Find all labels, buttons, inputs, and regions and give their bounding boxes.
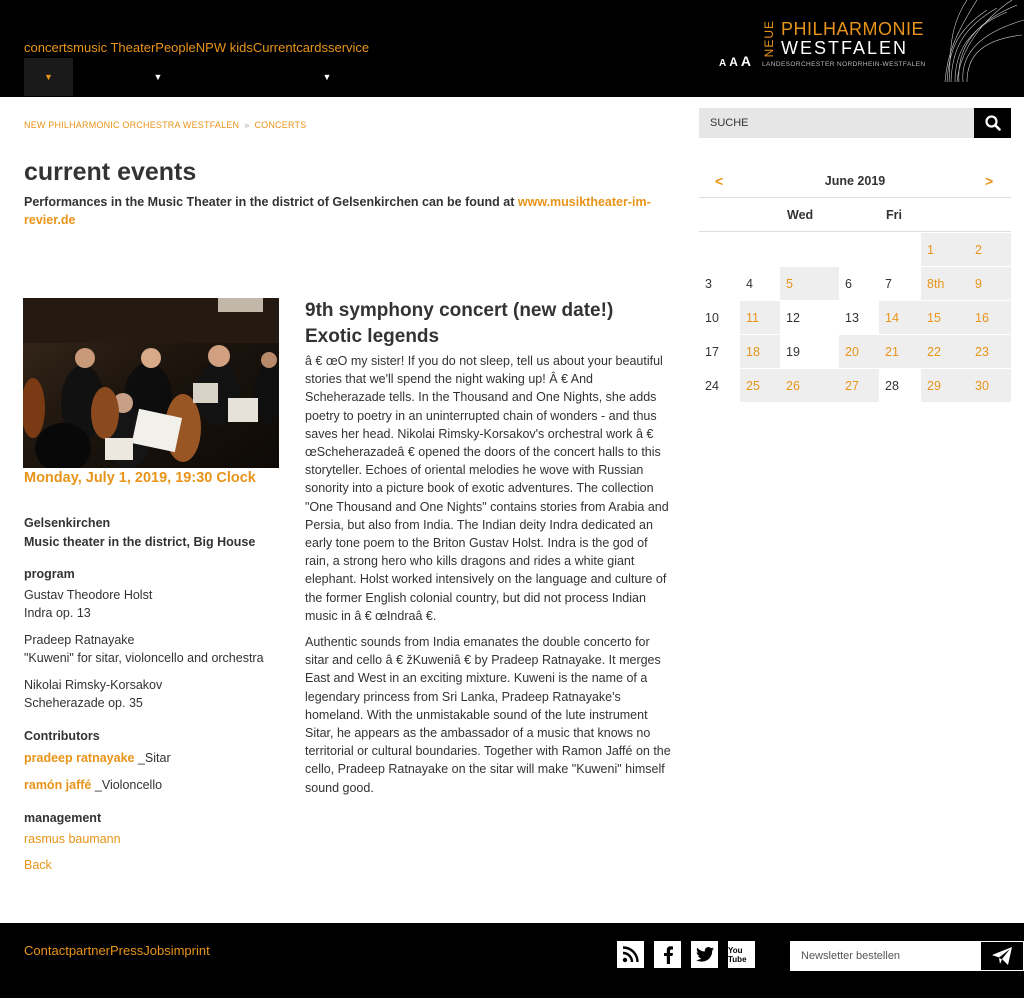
calendar-prev-button[interactable]: < [715, 173, 724, 189]
search-box [699, 108, 1011, 138]
dropdown-toggle-current[interactable] [317, 58, 337, 96]
nav-item-current[interactable]: Current [252, 40, 297, 55]
nav-item-concerts[interactable]: concerts [24, 40, 74, 55]
logo-philharmonie: PHILHARMONIE [781, 19, 925, 39]
program-work: "Kuweni" for sitar, violoncello and orchestra [24, 651, 264, 665]
newsletter-form [790, 941, 1024, 971]
page-intro [24, 193, 674, 229]
font-size-large-button[interactable]: A [740, 53, 752, 69]
program-composer: Nikolai Rimsky-Korsakov [24, 678, 163, 692]
search-input[interactable] [699, 108, 973, 138]
caret-down-icon: ▼ [322, 72, 332, 82]
calendar-day-event[interactable]: 29 [921, 369, 969, 403]
calendar-day: 4 [740, 267, 780, 301]
calendar-day-event[interactable]: 20 [839, 335, 879, 369]
event-city: Gelsenkirchen [24, 516, 111, 530]
calendar-day-event[interactable]: 9 [969, 267, 1011, 301]
program-work: Indra op. 13 [24, 606, 91, 620]
nav-item-service[interactable]: service [327, 40, 370, 55]
musiktheater-link[interactable]: www.musiktheater-im-revier.de [24, 195, 651, 227]
calendar-day: 17 [699, 335, 740, 369]
contributor-item [24, 778, 162, 792]
program-composer: Pradeep Ratnayake [24, 633, 135, 647]
twitter-icon[interactable] [691, 941, 718, 968]
calendar-day-event[interactable]: 15 [921, 301, 969, 335]
calendar-weekdays [699, 198, 1011, 232]
calendar-day-event[interactable]: 22 [921, 335, 969, 369]
calendar-day-event[interactable]: 27 [839, 369, 879, 403]
contributor-link[interactable]: ramón jaffé [24, 778, 92, 792]
back-link[interactable]: Back [24, 858, 52, 872]
nav-item-npw-kids[interactable]: NPW kids [195, 40, 253, 55]
facebook-icon[interactable] [654, 941, 681, 968]
logo-subtitle: LANDESORCHESTER NORDRHEIN-WESTFALEN [762, 61, 926, 68]
concert-photo [23, 298, 279, 468]
contributor-role: _Violoncello [94, 778, 163, 792]
calendar-day: 3 [699, 267, 740, 301]
site-header [0, 0, 1024, 97]
dropdown-toggle-concerts[interactable] [24, 58, 73, 96]
logo-neue: NEUE [762, 20, 776, 58]
youtube-icon[interactable] [728, 941, 755, 968]
newsletter-input[interactable] [790, 941, 980, 971]
calendar-day-event[interactable]: 2 [969, 233, 1011, 267]
contributors-heading: Contributors [24, 729, 100, 743]
breadcrumb-separator: » [244, 120, 250, 130]
calendar-header [699, 166, 1011, 198]
breadcrumb [24, 120, 306, 130]
calendar-day: 12 [780, 301, 839, 335]
calendar-day: 28 [879, 369, 921, 403]
calendar-day-event[interactable]: 5 [780, 267, 839, 301]
breadcrumb-concerts[interactable]: CONCERTS [254, 120, 307, 130]
nav-item-cards[interactable]: cards [296, 40, 328, 55]
event-venue [24, 514, 255, 552]
orchestra-photo-image [23, 298, 279, 468]
nav-item-music-theater[interactable]: music Theater [73, 40, 156, 55]
management-link[interactable]: rasmus baumann [24, 832, 121, 846]
calendar-month: June 2019 [824, 174, 886, 188]
intro-text: Performances in the Music Theater in the district of Gelsenkirchen can be found at [24, 195, 518, 209]
footer-link-partner[interactable]: partner [68, 943, 111, 958]
program-item [24, 676, 162, 712]
contributor-item [24, 751, 171, 765]
calendar-day-event[interactable]: 30 [969, 369, 1011, 403]
page-title: current events [24, 158, 197, 186]
breadcrumb-home[interactable]: NEW PHILHARMONIC ORCHESTRA WESTFALEN [24, 120, 240, 130]
youtube-label: You Tube [728, 945, 747, 964]
article-paragraph: Authentic sounds from India emanates the double concerto for sitar and cello â € žKuweniâ € by Pradeep Ratnayake. It merges East and West in an exciting mixture. Kuweni is the name of a legendary princess from Sri Lanka, Pradeep Ratnayake's homeland. With the unmistakable sound of the lute instrument Sitar, he appears as the ambassador of a music that knows no territorial or cultural boundaries. Together with Ramon Jaffé on the cello, Pradeep Ratnayake on the sitar will make "Kuweni" himself sound good. [305, 635, 671, 795]
program-item [24, 631, 264, 667]
management-heading: management [24, 811, 102, 825]
program-heading: program [24, 567, 75, 581]
caret-down-icon: ▼ [44, 72, 53, 82]
font-size-controls [719, 53, 751, 69]
site-footer [0, 923, 1024, 998]
calendar-day: 19 [780, 335, 839, 369]
calendar-day-event[interactable]: 16 [969, 301, 1011, 335]
calendar-day: 6 [839, 267, 879, 301]
contributor-link[interactable]: pradeep ratnayake [24, 751, 135, 765]
program-item [24, 586, 152, 622]
weekday-label: Fri [886, 208, 902, 222]
dropdown-toggle-people[interactable] [148, 58, 168, 96]
calendar-empty-cell [699, 233, 921, 267]
calendar-day-event[interactable]: 18 [740, 335, 780, 369]
font-size-medium-button[interactable]: A [729, 55, 738, 69]
contributor-role: _Sitar [137, 751, 171, 765]
calendar-next-button[interactable]: > [985, 173, 994, 189]
calendar-day-event[interactable]: 11 [740, 301, 780, 335]
site-logo[interactable] [762, 18, 1024, 82]
calendar-day: 10 [699, 301, 740, 335]
program-work: Scheherazade op. 35 [24, 696, 143, 710]
main-nav [24, 40, 369, 55]
logo-strings-graphic [927, 0, 1024, 82]
calendar-day-event[interactable]: 21 [879, 335, 921, 369]
calendar-day-event[interactable]: 14 [879, 301, 921, 335]
nav-item-people[interactable]: People [155, 40, 196, 55]
event-date: Monday, July 1, 2019, 19:30 Clock [24, 470, 256, 486]
article-title: 9th symphony concert (new date!) Exotic legends [305, 300, 614, 347]
calendar-day-event[interactable]: 8th [921, 267, 969, 301]
nav-dropdowns [24, 58, 344, 96]
search-button[interactable] [974, 108, 1011, 138]
calendar-day: 7 [879, 267, 921, 301]
calendar-day-event[interactable]: 26 [780, 369, 839, 403]
calendar-day: 24 [699, 369, 740, 403]
font-size-small-button[interactable]: A [719, 58, 727, 69]
rss-icon[interactable] [617, 941, 644, 968]
event-hall: Music theater in the district, Big House [24, 535, 256, 549]
footer-nav [24, 943, 210, 958]
logo-westfalen: WESTFALEN [781, 38, 909, 58]
footer-link-jobs[interactable]: Jobs [143, 943, 171, 958]
calendar-day-event[interactable]: 23 [969, 335, 1011, 369]
calendar-day-event[interactable]: 25 [740, 369, 780, 403]
footer-link-contact[interactable]: Contact [24, 943, 69, 958]
footer-link-imprint[interactable]: imprint [170, 943, 210, 958]
paper-plane-icon [992, 947, 1012, 965]
weekday-label: Wed [787, 208, 814, 222]
program-composer: Gustav Theodore Holst [24, 588, 153, 602]
article-paragraph: â € œO my sister! If you do not sleep, tell us about your beautiful stories that we'll spend the night waking up! Â € And Scheherazade tells. In the Thousand and One Nights, she adds poetry to poetry in an uninterrupted chain of wonders - and thus saves her head. Nikolai Rimsky-Korsakov's orchestral work â € œScheherazadeâ € opened the doors of the concert halls to this storyteller. Echoes of oriental melodies he wove with Russian sonority into a picture book of exotic adventures. The collection "One Thousand and One Nights" contains stories from Arabia and Persia, but also from India. The Indian deity Indra dedicated an early tone poem to the Briton Gustav Holst. Indra is the god of rain, a strong hero who kills dragons and rides a white giant elephant. Holst worked intensively on the language and culture of the former English colonial country, but did not process Indian music in â € œIndraâ €. [305, 354, 669, 623]
newsletter-submit-button[interactable] [980, 941, 1024, 971]
search-icon [985, 115, 1001, 131]
caret-down-icon: ▼ [153, 72, 163, 82]
footer-link-press[interactable]: Press [110, 943, 144, 958]
calendar-day-event[interactable]: 1 [921, 233, 969, 267]
calendar-day: 13 [839, 301, 879, 335]
